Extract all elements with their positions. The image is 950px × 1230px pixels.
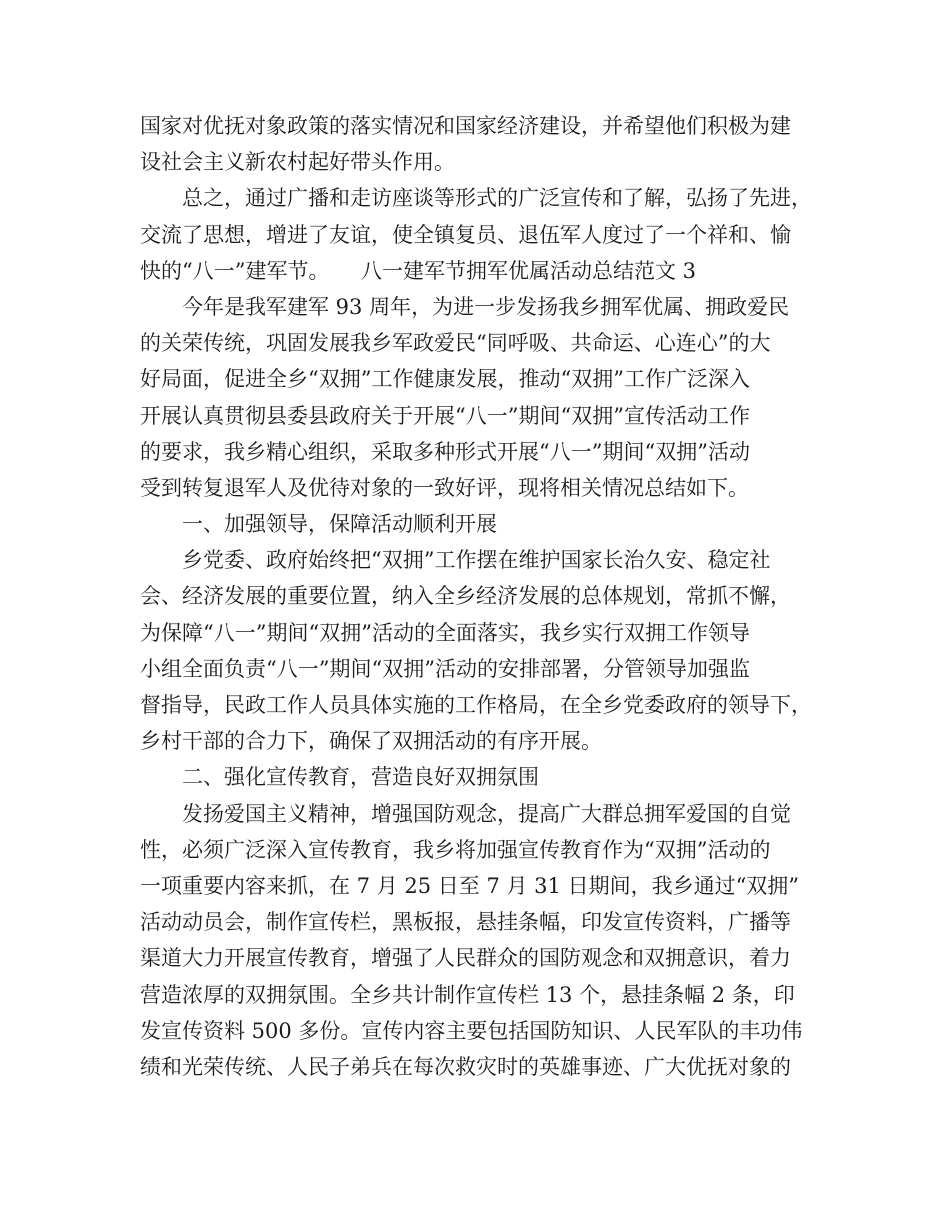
document-line: 设社会主义新农村起好带头作用。 xyxy=(140,150,455,175)
document-line: 性，必须广泛深入宣传教育，我乡将加强宣传教育作为“双拥”活动的 xyxy=(140,837,771,862)
document-line: 今年是我军建军 93 周年，为进一步发扬我乡拥军优属、拥政爱民 xyxy=(182,294,790,319)
document-line: 开展认真贯彻县委县政府关于开展“八一”期间“双拥”宣传活动工作 xyxy=(140,403,750,428)
document-line: 的关荣传统，巩固发展我乡军政爱民“同呼吸、共命运、心连心”的大 xyxy=(140,331,771,356)
document-line: 好局面，促进全乡“双拥”工作健康发展，推动“双拥”工作广泛深入 xyxy=(140,367,750,392)
document-line: 国家对优抚对象政策的落实情况和国家经济建设，并希望他们积极为建 xyxy=(140,114,791,138)
document-line: 发扬爱国主义精神，增强国防观念，提高广大群总拥军爱国的自觉 xyxy=(182,801,791,826)
document-line: 营造浓厚的双拥氛围。全乡共计制作宣传栏 13 个，悬挂条幅 2 条，印 xyxy=(140,982,795,1007)
document-line: 二、强化宣传教育，营造良好双拥氛围 xyxy=(182,765,539,790)
document-line: 受到转复退军人及优待对象的一致好评，现将相关情况总结如下。 xyxy=(140,475,749,500)
document-line: 的要求，我乡精心组织，采取多种形式开展“八一”期间“双拥”活动 xyxy=(140,439,750,464)
document-line: 督指导，民政工作人员具体实施的工作格局，在全乡党委政府的领导下， xyxy=(140,693,812,717)
document-line: 交流了思想，增进了友谊，使全镇复员、退伍军人度过了一个祥和、愉 xyxy=(140,222,791,247)
document-line: 小组全面负责“八一”期间“双拥”活动的安排部署，分管领导加强监 xyxy=(140,656,750,681)
document-body xyxy=(140,108,830,1085)
document-line: 乡党委、政府始终把“双拥”工作摆在维护国家长治久安、稳定社 xyxy=(182,548,771,573)
document-line: 总之，通过广播和走访座谈等形式的广泛宣传和了解，弘扬了先进， xyxy=(182,186,812,211)
document-line: 快的“八一”建军节。 八一建军节拥军优属活动总结范文 3 xyxy=(140,258,697,283)
document-line: 会、经济发展的重要位置，纳入全乡经济发展的总体规划，常抓不懈， xyxy=(140,584,791,609)
document-line: 活动动员会，制作宣传栏，黑板报，悬挂条幅，印发宣传资料，广播等 xyxy=(140,910,791,935)
document-line: 乡村干部的合力下，确保了双拥活动的有序开展。 xyxy=(140,729,602,754)
document-line: 发宣传资料 500 多份。宣传内容主要包括国防知识、人民军队的丰功伟 xyxy=(140,1018,803,1043)
document-line: 一项重要内容来抓，在 7 月 25 日至 7 月 31 日期间，我乡通过“双拥” xyxy=(140,873,800,898)
document-line: 渠道大力开展宣传教育，增强了人民群众的国防观念和双拥意识，着力 xyxy=(140,946,791,971)
document-line: 一、加强领导，保障活动顺利开展 xyxy=(182,512,497,537)
document-line: 绩和光荣传统、人民子弟兵在每次救灾时的英雄事迹、广大优抚对象的 xyxy=(140,1054,791,1079)
document-line: 为保障“八一”期间“双拥”活动的全面落实，我乡实行双拥工作领导 xyxy=(140,620,750,645)
